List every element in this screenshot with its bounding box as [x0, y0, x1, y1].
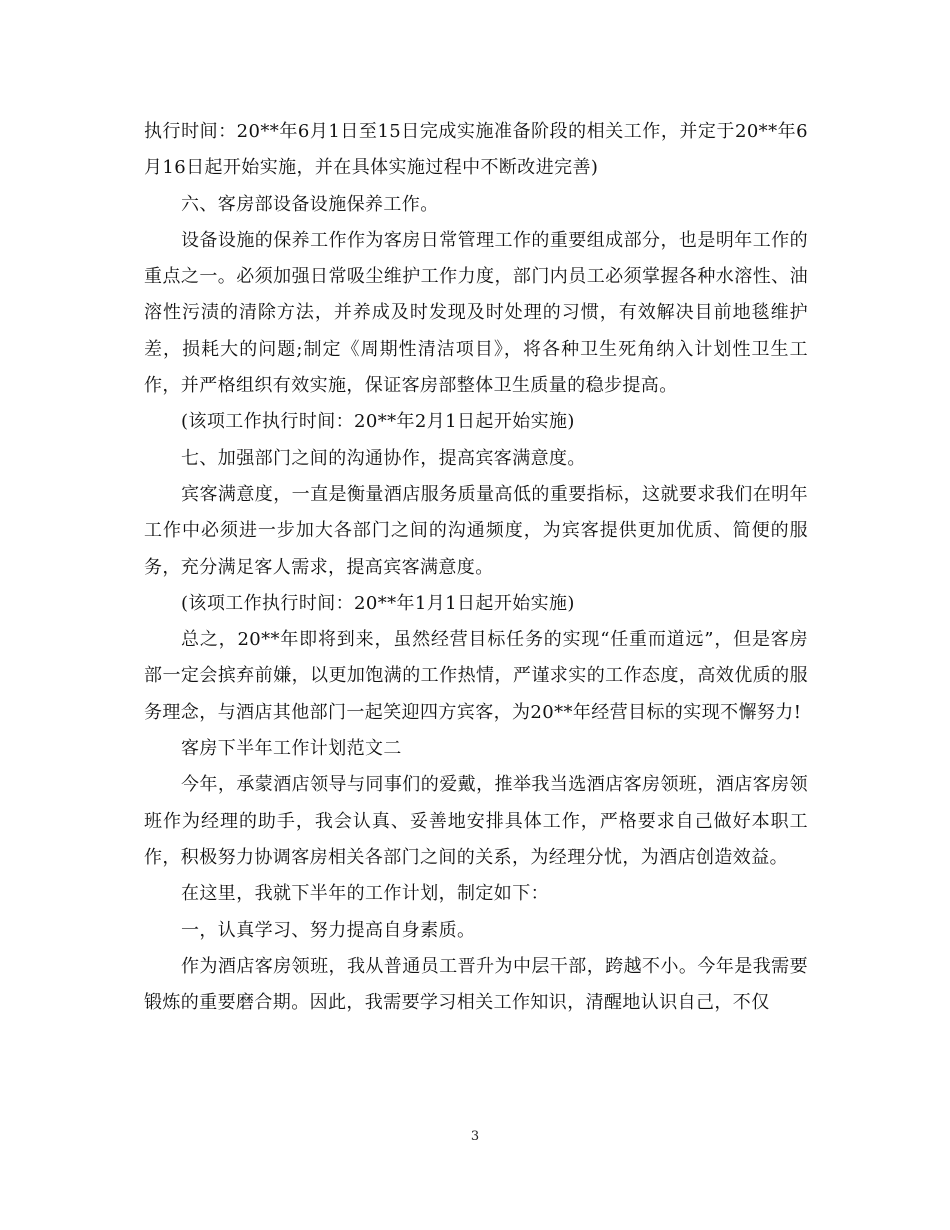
paragraph: 作为酒店客房领班，我从普通员工晋升为中层干部，跨越不小。今年是我需要锻炼的重要磨合期。因此，我需要学习相关工作知识，清醒地认识自己，不仅: [144, 955, 808, 1014]
section-heading-6: 六、客房部设备设施保养工作。: [181, 193, 439, 215]
execution-time-note: (该项工作执行时间：20**年1月1日起开始实施): [181, 592, 575, 614]
paragraph: 设备设施的保养工作作为客房日常管理工作的重要组成部分，也是明年工作的重点之一。必须加强日常吸尘维护工作力度，部门内员工必须掌握各种水溶性、油溶性污渍的清除方法，并养成及时发现及时处理的习惯，有效解决目前地毯维护差，损耗大的问题;制定《周期性清洁项目》，将各种卫生死角纳入计划性卫生工作，并严格组织有效实施，保证客房部整体卫生质量的稳步提高。: [144, 229, 808, 397]
paragraph: 总之，20**年即将到来，虽然经营目标任务的实现“任重而道远”，但是客房部一定会摈弃前嫌，以更加饱满的工作热情，严谨求实的工作态度，高效优质的服务理念，与酒店其他部门一起笑迎四方宾客，为20**年经营目标的实现不懈努力!: [144, 629, 808, 723]
paragraph: 执行时间：20**年6月1日至15日完成实施准备阶段的相关工作，并定于20**年6月16日起开始实施，并在具体实施过程中不断改进完善): [144, 121, 808, 179]
section-heading-7: 七、加强部门之间的沟通协作，提高宾客满意度。: [181, 447, 586, 469]
body-text: [144, 114, 808, 1021]
paragraph: 在这里，我就下半年的工作计划，制定如下：: [181, 883, 549, 905]
paragraph: 今年，承蒙酒店领导与同事们的爱戴，推举我当选酒店客房领班，酒店客房领班作为经理的助手，我会认真、妥善地安排具体工作，严格要求自己做好本职工作，积极努力协调客房相关各部门之间的关系，为经理分忧，为酒店创造效益。: [144, 774, 808, 868]
page-number: 3: [470, 1129, 480, 1144]
execution-time-note: (该项工作执行时间：20**年2月1日起开始实施): [181, 411, 575, 433]
section-heading-1: 一，认真学习、努力提高自身素质。: [181, 919, 476, 941]
paragraph: 宾客满意度，一直是衡量酒店服务质量高低的重要指标，这就要求我们在明年工作中必须进一步加大各部门之间的沟通频度，为宾客提供更加优质、简便的服务，充分满足客人需求，提高宾客满意度。: [144, 483, 808, 578]
sample-title: 客房下半年工作计划范文二: [181, 738, 402, 760]
